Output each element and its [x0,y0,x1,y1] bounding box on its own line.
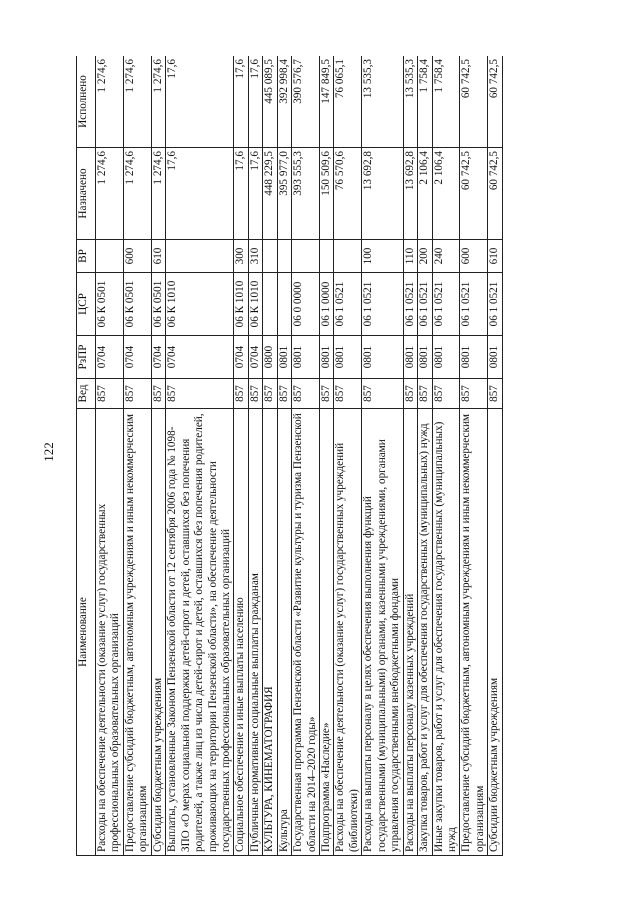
cell-rzpr: 0801 [488,336,502,379]
cell-rzpr: 0801 [362,336,403,379]
cell-csr: 06 1 0521 [460,273,488,336]
cell-csr: 06 К 0501 [96,273,124,336]
table-row [292,56,320,856]
cell-assigned: 76 570,6 [334,148,362,240]
cell-rzpr: 0704 [96,336,124,379]
cell-ved: 857 [263,379,277,409]
cell-assigned: 17,6 [166,148,234,240]
cell-ved: 857 [334,379,362,409]
header-rzpr: РзПР [77,336,96,379]
cell-name: Субсидии бюджетным учреждениям [488,409,502,856]
cell-assigned: 2 106,4 [418,148,432,240]
header-executed: Исполнено [77,56,96,148]
table-row [96,56,124,856]
cell-name: Иные закупки товаров, работ и услуг для обеспечения государственных (муниципальных) нужд [432,409,460,856]
cell-rzpr: 0801 [320,336,334,379]
cell-ved: 857 [248,379,262,409]
cell-rzpr: 0800 [263,336,277,379]
cell-rzpr: 0801 [460,336,488,379]
cell-name: Подпрограмма «Наследие» [320,409,334,856]
header-name: Наименование [77,409,96,856]
cell-vr [263,240,277,273]
cell-executed: 60 742,5 [460,56,488,148]
table-row [334,56,362,856]
table-row [418,56,432,856]
cell-name: Культура [277,409,291,856]
table-row [320,56,334,856]
cell-name: Выплаты, установленные Законом Пензенской области от 12 сентября 2006 года № 1098-ЗПО «О мерах социальной поддержки детей-сирот и детей, оставшихся без попечения родителей, а также лиц из числа детей-сирот и детей, оставшихся без попечения родителей, проживающих на территории Пензенской области», на обеспечение деятельности государственных профессиональных образовательных организаций [166,409,234,856]
cell-ved: 857 [166,379,234,409]
cell-vr [320,240,334,273]
cell-name: Расходы на выплаты персоналу в целях обеспечения выполнения функций государственными (муниципальными) органами, казенными учреждениями, органами управления государственными внебюджетными фондами [362,409,403,856]
cell-vr [292,240,320,273]
cell-csr: 06 1 0521 [334,273,362,336]
cell-rzpr: 0801 [418,336,432,379]
cell-vr: 600 [123,240,151,273]
cell-ved: 857 [460,379,488,409]
cell-assigned: 60 742,5 [488,148,502,240]
cell-rzpr: 0801 [432,336,460,379]
cell-vr [166,240,234,273]
cell-vr: 110 [403,240,417,273]
cell-executed: 17,6 [248,56,262,148]
cell-vr [277,240,291,273]
cell-name: Расходы на обеспечение деятельности (оказание услуг) государственных учреждений (библиотеки) [334,409,362,856]
table-row [234,56,248,856]
cell-rzpr: 0704 [151,336,165,379]
cell-name: Расходы на выплаты персоналу казенных учреждений [403,409,417,856]
cell-ved: 857 [151,379,165,409]
cell-vr: 610 [151,240,165,273]
cell-vr [96,240,124,273]
cell-csr: 06 1 0000 [320,273,334,336]
cell-assigned: 1 274,6 [123,148,151,240]
cell-rzpr: 0801 [277,336,291,379]
cell-csr: 06 К 1010 [166,273,234,336]
cell-executed: 13 535,3 [362,56,403,148]
rotated-page [76,56,576,856]
cell-ved: 857 [488,379,502,409]
cell-executed: 147 849,5 [320,56,334,148]
cell-executed: 1 274,6 [151,56,165,148]
table-header-row [77,56,96,856]
header-ved: Вед [77,379,96,409]
header-vr: ВР [77,240,96,273]
cell-csr [277,273,291,336]
budget-table [76,56,503,856]
cell-executed: 445 089,5 [263,56,277,148]
cell-ved: 857 [292,379,320,409]
table-row [432,56,460,856]
table-row [460,56,488,856]
cell-csr: 06 0 0000 [292,273,320,336]
cell-assigned: 60 742,5 [460,148,488,240]
cell-rzpr: 0801 [292,336,320,379]
cell-assigned: 1 274,6 [151,148,165,240]
cell-assigned: 393 555,3 [292,148,320,240]
cell-ved: 857 [123,379,151,409]
cell-vr: 310 [248,240,262,273]
cell-executed: 1 274,6 [96,56,124,148]
cell-ved: 857 [320,379,334,409]
cell-executed: 392 998,4 [277,56,291,148]
cell-vr: 300 [234,240,248,273]
cell-ved: 857 [403,379,417,409]
cell-ved: 857 [432,379,460,409]
cell-csr: 06 К 0501 [151,273,165,336]
table-row [263,56,277,856]
cell-csr: 06 К 1010 [248,273,262,336]
cell-csr: 06 К 1010 [234,273,248,336]
cell-name: Субсидии бюджетным учреждениям [151,409,165,856]
cell-vr: 240 [432,240,460,273]
cell-vr: 100 [362,240,403,273]
cell-name: Расходы на обеспечение деятельности (оказание услуг) государственных профессиональных образовательных организаций [96,409,124,856]
header-assigned: Назначено [77,148,96,240]
cell-name: Закупка товаров, работ и услуг для обеспечения государственных (муниципальных) нужд [418,409,432,856]
cell-executed: 17,6 [166,56,234,148]
cell-csr: 06 1 0521 [362,273,403,336]
cell-executed: 17,6 [234,56,248,148]
cell-name: Социальное обеспечение и иные выплаты населению [234,409,248,856]
cell-name: Предоставление субсидий бюджетным, автономным учреждениям и иным некоммерческим организациям [123,409,151,856]
cell-rzpr: 0801 [334,336,362,379]
cell-executed: 76 065,1 [334,56,362,148]
cell-assigned: 17,6 [234,148,248,240]
cell-name: Публичные нормативные социальные выплаты гражданам [248,409,262,856]
cell-vr: 610 [488,240,502,273]
cell-executed: 1 758,4 [418,56,432,148]
cell-csr: 06 К 0501 [123,273,151,336]
cell-csr: 06 1 0521 [418,273,432,336]
cell-rzpr: 0704 [123,336,151,379]
cell-ved: 857 [96,379,124,409]
cell-assigned: 150 509,6 [320,148,334,240]
cell-rzpr: 0801 [403,336,417,379]
cell-name: Государственная программа Пензенской области «Развитие культуры и туризма Пензенской области на 2014–2020 годы» [292,409,320,856]
cell-ved: 857 [234,379,248,409]
cell-csr [263,273,277,336]
table-row [362,56,403,856]
cell-rzpr: 0704 [234,336,248,379]
cell-assigned: 17,6 [248,148,262,240]
cell-csr: 06 1 0521 [432,273,460,336]
cell-rzpr: 0704 [248,336,262,379]
cell-vr [334,240,362,273]
cell-assigned: 13 692,8 [403,148,417,240]
cell-ved: 857 [277,379,291,409]
cell-rzpr: 0704 [166,336,234,379]
table-row [248,56,262,856]
header-csr: ЦСР [77,273,96,336]
cell-ved: 857 [362,379,403,409]
table-row [488,56,502,856]
cell-csr: 06 1 0521 [403,273,417,336]
cell-csr: 06 1 0521 [488,273,502,336]
table-row [277,56,291,856]
cell-ved: 857 [418,379,432,409]
table-row [403,56,417,856]
cell-vr: 600 [460,240,488,273]
cell-executed: 13 535,3 [403,56,417,148]
cell-executed: 60 742,5 [488,56,502,148]
cell-assigned: 448 229,5 [263,148,277,240]
cell-vr: 200 [418,240,432,273]
table-row [166,56,234,856]
table-viewport [76,56,576,856]
cell-assigned: 2 106,4 [432,148,460,240]
cell-assigned: 13 692,8 [362,148,403,240]
cell-assigned: 395 977,0 [277,148,291,240]
cell-assigned: 1 274,6 [96,148,124,240]
cell-executed: 1 758,4 [432,56,460,148]
cell-executed: 390 576,7 [292,56,320,148]
cell-name: Предоставление субсидий бюджетным, автономным учреждениям и иным некоммерческим организациям [460,409,488,856]
cell-executed: 1 274,6 [123,56,151,148]
table-row [151,56,165,856]
table-row [123,56,151,856]
page-number: 122 [41,442,56,462]
cell-name: КУЛЬТУРА, КИНЕМАТОГРАФИЯ [263,409,277,856]
